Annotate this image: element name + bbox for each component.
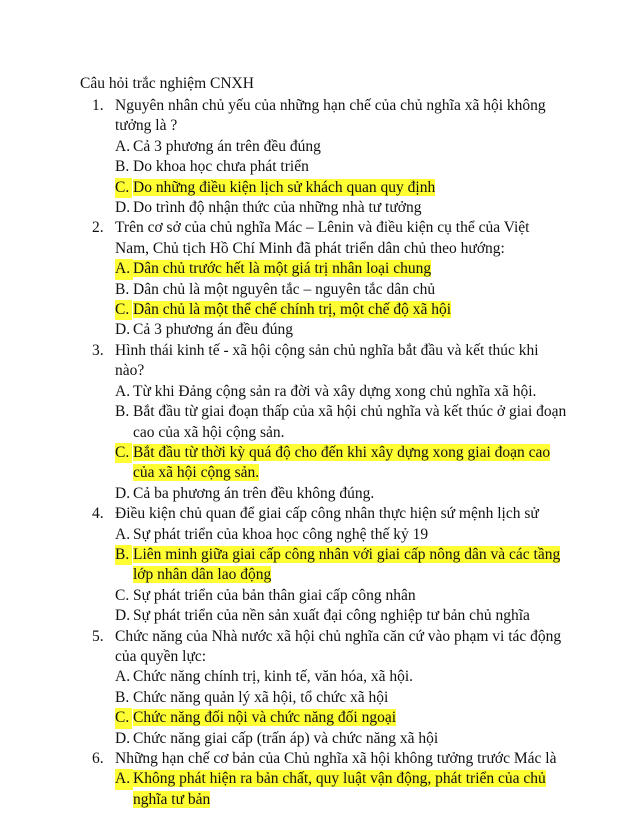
answer-option (115, 525, 567, 545)
option-label: A. (115, 769, 133, 789)
option-label: B. (115, 158, 130, 176)
option-label: D. (115, 199, 131, 217)
question-item (0, 749, 638, 810)
option-text: Do những điều kiện lịch sử khách quan quy định (133, 178, 436, 196)
option-text: Dân chủ trước hết là một giá trị nhân loại chung (133, 260, 432, 278)
option-text: Cả 3 phương án trên đều đúng (133, 137, 321, 155)
answer-options (0, 382, 638, 504)
answer-option-highlighted (115, 708, 567, 728)
answer-option (115, 157, 567, 177)
answer-options (0, 667, 638, 749)
question-text: Điều kiện chủ quan để giai cấp công nhân thực hiện sứ mệnh lịch sử (115, 505, 539, 523)
option-label: C. (115, 708, 132, 728)
document-title: Câu hỏi trắc nghiệm CNXH (80, 75, 254, 92)
answer-option-highlighted (115, 300, 567, 320)
question-item (0, 627, 638, 749)
question-text: Chức năng của Nhà nước xã hội chủ nghĩa căn cứ vào phạm vi tác động của quyền lực: (115, 627, 562, 665)
option-label: C. (115, 586, 130, 604)
answer-option (115, 667, 567, 687)
option-label: B. (115, 280, 130, 298)
answer-option (115, 688, 567, 708)
answer-option-highlighted (115, 545, 567, 586)
answer-option-highlighted (115, 769, 567, 810)
question-text: Trên cơ sở của chủ nghĩa Mác – Lênin và điều kiện cụ thể của Việt Nam, Chủ tịch Hồ Chí Minh đã phát triển dân chủ theo hướng: (115, 219, 530, 257)
question-item (0, 341, 638, 504)
question-item (0, 504, 638, 626)
answer-options (0, 137, 638, 219)
option-label: C. (115, 300, 132, 320)
question-number: 6. (92, 750, 104, 767)
question-number: 3. (92, 341, 104, 359)
answer-option (115, 320, 567, 340)
answer-option (115, 729, 567, 749)
option-text: Dân chủ là một thể chế chính trị, một chế độ xã hội (133, 301, 452, 319)
answer-option (115, 606, 567, 626)
option-text: Sự phát triển của bản thân giai cấp công nhân (133, 586, 416, 604)
question-item (0, 96, 638, 218)
option-label: A. (115, 137, 131, 155)
option-label: D. (115, 607, 131, 625)
option-text: Sự phát triển của khoa học công nghệ thế kỷ 19 (133, 525, 429, 543)
answer-option-highlighted (115, 259, 567, 279)
option-label: D. (115, 321, 131, 339)
question-item (0, 218, 638, 340)
option-label: C. (115, 178, 132, 198)
question-number: 2. (92, 219, 104, 237)
answer-option (115, 402, 567, 443)
option-text: Do khoa học chưa phát triển (133, 158, 309, 176)
option-text: Chức năng quản lý xã hội, tổ chức xã hội (133, 688, 389, 706)
option-label: C. (115, 443, 132, 463)
option-label: B. (115, 688, 130, 706)
answer-option (115, 382, 567, 402)
option-label: A. (115, 382, 131, 400)
option-label: D. (115, 729, 131, 747)
answer-option (115, 137, 567, 157)
option-text: Từ khi Đảng cộng sản ra đời và xây dựng xong chủ nghĩa xã hội. (133, 382, 537, 400)
question-number: 4. (92, 505, 104, 523)
question-number: 5. (92, 627, 104, 645)
option-label: B. (115, 403, 130, 421)
option-label: A. (115, 259, 133, 279)
answer-options (0, 769, 638, 810)
option-label: A. (115, 668, 131, 686)
option-text: Liên minh giữa giai cấp công nhân với giai cấp nông dân và các tầng lớp nhân dân lao động (133, 545, 561, 584)
question-number: 1. (92, 97, 104, 114)
option-text: Do trình độ nhận thức của những nhà tư tưởng (133, 199, 422, 217)
question-text: Những hạn chế cơ bản của Chủ nghĩa xã hội không tưởng trước Mác là (115, 750, 557, 767)
option-label: D. (115, 484, 131, 502)
answer-option (115, 280, 567, 300)
option-label: B. (115, 545, 132, 565)
answer-option (115, 484, 567, 504)
answer-option-highlighted (115, 443, 567, 484)
question-text: Hình thái kinh tế - xã hội cộng sản chủ nghĩa bắt đầu và kết thúc khi nào? (115, 341, 539, 380)
answer-option-highlighted (115, 178, 567, 198)
option-text: Bắt đầu từ giai đoạn thấp của xã hội chủ nghĩa và kết thúc ở giai đoạn cao của xã hội cộng sản. (133, 403, 567, 441)
option-text: Chức năng giai cấp (trấn áp) và chức năng xã hội (133, 729, 439, 747)
option-text: Cả ba phương án trên đều không đúng. (133, 484, 375, 502)
option-text: Chức năng chính trị, kinh tế, văn hóa, xã hội. (133, 668, 414, 686)
option-text: Sự phát triển của nền sản xuất đại công nghiệp tư bản chủ nghĩa (133, 607, 530, 625)
answer-options (0, 525, 638, 627)
question-list (0, 96, 638, 810)
option-text: Không phát hiện ra bản chất, quy luật vận động, phát triển của chủ nghĩa tư bản (133, 770, 546, 808)
answer-option (115, 198, 567, 218)
answer-option (115, 586, 567, 606)
answer-options (0, 259, 638, 341)
option-text: Cả 3 phương án đều đúng (133, 321, 293, 339)
option-text: Bắt đầu từ thời kỳ quá độ cho đến khi xây dựng xong giai đoạn cao của xã hội cộng sản. (133, 443, 551, 482)
option-label: A. (115, 525, 131, 543)
option-text: Chức năng đối nội và chức năng đối ngoại (133, 709, 397, 727)
question-text: Nguyên nhân chủ yếu của những hạn chế của chủ nghĩa xã hội không tưởng là ? (115, 97, 546, 135)
option-text: Dân chủ là một nguyên tắc – nguyên tắc dân chủ (133, 280, 436, 298)
